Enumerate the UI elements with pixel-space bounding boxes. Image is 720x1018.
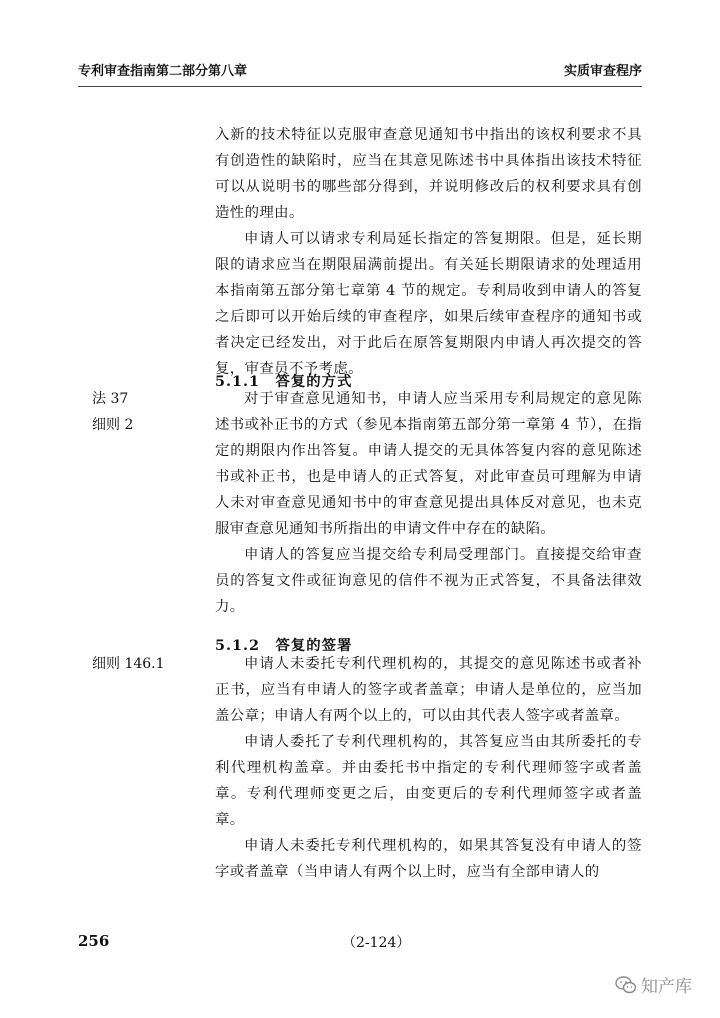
- page-reference: （2-124）: [342, 935, 411, 951]
- header-chapter-title: 专利审查指南第二部分第八章: [78, 64, 248, 79]
- wechat-icon: [615, 976, 637, 994]
- margin-note-rule-146: 细则 146.1: [92, 656, 165, 672]
- body-paragraph: 对于审查意见通知书，申请人应当采用专利局规定的意见陈述书或补正书的方式（参见本指南第五部分第一章第 4 节），在指定的期限内作出答复。申请人提交的无具体答复内容的意见陈述书或补正书，也是申请人的正式答复，对此审查员可理解为申请人未对审查意见通知书中的审查意见提出具体反对意见，也未克服审查意见通知书所指出的申请文件中存在的缺陷。: [215, 391, 642, 537]
- body-paragraph: 申请人的答复应当提交给专利局受理部门。直接提交给审查员的答复文件或征询意见的信件不视为正式答复，不具备法律效力。: [215, 547, 642, 615]
- body-paragraph: 申请人未委托专利代理机构的，如果其答复没有申请人的签字或者盖章（当申请人有两个以上时，应当有全部申请人的: [215, 838, 642, 880]
- section-5-1-2-body: [215, 651, 642, 885]
- section-heading: 5.1.2 答复的签署: [215, 637, 353, 654]
- watermark: [615, 972, 692, 997]
- section-5-1-1-body: [215, 386, 642, 620]
- header-divider: [78, 86, 642, 87]
- body-paragraph: 入新的技术特征以克服审查意见通知书中指出的该权利要求不具有创造性的缺陷时，应当在其意见陈述书中具体指出该技术特征可以从说明书的哪些部分得到，并说明修改后的权利要求具有创造性的理由。: [215, 127, 642, 221]
- paragraph-continuation: [215, 122, 642, 382]
- body-paragraph: 申请人可以请求专利局延长指定的答复期限。但是，延长期限的请求应当在期限届满前提出。有关延长期限请求的处理适用本指南第五部分第七章第 4 节的规定。专利局收到申请人的答复之后即可以开始后续的审查程序，如果后续审查程序的通知书或者决定已经发出，对于此后在原答复期限内申请人再次提交的答复，审查员不予考虑。: [215, 231, 642, 377]
- margin-note-law: 法 37: [92, 391, 129, 407]
- header-section-title: 实质审查程序: [563, 64, 642, 79]
- watermark-text: 知产库: [641, 977, 692, 997]
- body-paragraph: 申请人委托了专利代理机构的，其答复应当由其所委托的专利代理机构盖章。并由委托书中指定的专利代理师签字或者盖章。专利代理师变更之后，由变更后的专利代理师签字或者盖章。: [215, 734, 642, 828]
- page-number: 256: [78, 932, 110, 950]
- margin-note-rule: 细则 2: [92, 417, 134, 433]
- body-paragraph: 申请人未委托专利代理机构的，其提交的意见陈述书或者补正书，应当有申请人的签字或者盖章；申请人是单位的，应当加盖公章；申请人有两个以上的，可以由其代表人签字或者盖章。: [215, 656, 642, 724]
- section-heading: 5.1.1 答复的方式: [215, 373, 353, 390]
- running-header: [78, 60, 642, 82]
